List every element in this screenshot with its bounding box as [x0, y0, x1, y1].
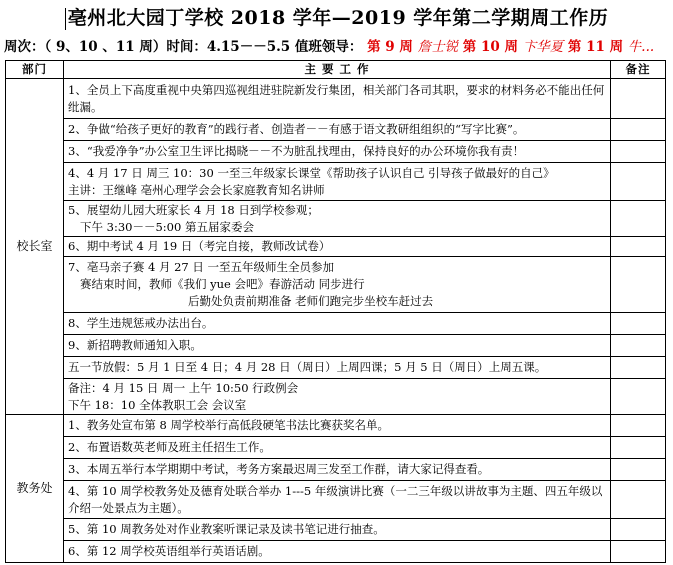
duty-leader-week-10: 卞华夏	[522, 39, 564, 55]
work-item	[64, 257, 611, 313]
text-cursor	[65, 8, 66, 30]
work-item	[64, 541, 611, 563]
note-cell	[611, 335, 666, 357]
note-cell	[611, 201, 666, 237]
note-cell	[611, 257, 666, 313]
table-row	[6, 141, 666, 163]
table-row	[6, 541, 666, 563]
note-cell	[611, 119, 666, 141]
work-item-text: 6、第 12 周学校英语组举行英语话剧。	[68, 544, 270, 558]
note-cell	[611, 379, 666, 415]
work-item	[64, 163, 611, 201]
work-item	[64, 357, 611, 379]
note-cell	[611, 481, 666, 519]
work-item-text: 备注：4 月 15 日 周一 上午 10:50 行政例会	[68, 380, 299, 395]
weeks-and-time: 周次：（ 9、10 、11 周）时间：4.15－－5.5 值班领导：	[4, 39, 363, 55]
work-item-text: 五一节放假：5 月 1 日至 4 日；4 月 28 日（周日）上周四课；5 月 5 日（周日）上周五课。	[68, 360, 547, 374]
work-item-text: 后勤处负责前期准备 老师们跑完步坐校车赶过去	[188, 294, 434, 308]
table-row	[6, 313, 666, 335]
note-cell	[611, 163, 666, 201]
note-cell	[611, 459, 666, 481]
work-item-text: 1、全员上下高度重视中央第四巡视组进驻院新发行集团，相关部门各司其职，要求的材料务必不能出任何纰漏。	[68, 82, 605, 114]
header-note: 备注	[611, 61, 666, 79]
table-row	[6, 379, 666, 415]
work-item-text: 5、第 10 周教务处对作业教案听课记录及读书笔记进行抽查。	[68, 522, 385, 536]
duty-week-10: 第 10 周	[462, 39, 518, 55]
duty-info-line	[4, 37, 673, 57]
work-item-text: 3、“我爱净争”办公室卫生评比揭晓－－不为脏乱找理由，保持良好的办公环境你我有责！	[68, 144, 525, 158]
duty-leader-week-11: 牛...	[627, 39, 655, 55]
duty-leader-week-9: 詹士锐	[417, 39, 459, 55]
table-row	[6, 79, 666, 119]
work-item	[64, 481, 611, 519]
table-row	[6, 437, 666, 459]
dept-academic-affairs: 教务处	[6, 415, 64, 563]
table-row	[6, 201, 666, 237]
note-cell	[611, 437, 666, 459]
work-item-text: 5、展望幼儿园大班家长 4 月 18 日到学校参观；	[68, 202, 319, 217]
note-cell	[611, 357, 666, 379]
work-item-text: 4、第 10 周学校教务处及德育处联合举办 1---5 年级演讲比赛（一二三年级以讲故事为主题、四五年级以介绍一处景点为主题）。	[68, 483, 603, 515]
work-item-text: 下午 18：10 全体教职工会 会议室	[68, 397, 247, 412]
table-header-row	[6, 61, 666, 79]
work-item-text: 赛结束时间，教师《我们 yue 会吧》春游活动 同步进行	[80, 277, 365, 291]
work-item	[64, 201, 611, 237]
work-item-text: 8、学生违规惩戒办法出台。	[68, 316, 214, 330]
table-row	[6, 163, 666, 201]
note-cell	[611, 79, 666, 119]
table-row	[6, 257, 666, 313]
work-item-text: 2、布置语数英老师及班主任招生工作。	[68, 440, 271, 454]
work-item	[64, 415, 611, 437]
work-item	[64, 459, 611, 481]
table-row	[6, 519, 666, 541]
work-item-text: 7、亳马亲子赛 4 月 27 日 一至五年级师生全员参加	[68, 260, 335, 274]
work-item	[64, 437, 611, 459]
work-schedule-table	[5, 60, 666, 563]
note-cell	[611, 415, 666, 437]
work-item	[64, 141, 611, 163]
work-item-text: 4、4 月 17 日 周三 10：30 一至三年级家长课堂《帮助孩子认识自己 引导孩子做最好的自己》	[68, 165, 555, 180]
duty-week-11: 第 11 周	[567, 39, 624, 55]
table-row	[6, 335, 666, 357]
page-title-text: 亳州北大园丁学校 2018 学年—2019 学年第二学期周工作历	[67, 7, 609, 29]
table-row	[6, 481, 666, 519]
work-item-text: 6、期中考试 4 月 19 日（考完自接，教师改试卷）	[68, 239, 331, 253]
work-item	[64, 79, 611, 119]
work-item	[64, 379, 611, 415]
duty-week-9: 第 9 周	[367, 39, 413, 55]
work-item	[64, 237, 611, 257]
note-cell	[611, 237, 666, 257]
work-item-text: 1、教务处宣布第 8 周学校举行高低段硬笔书法比赛获奖名单。	[68, 418, 389, 432]
page-title	[0, 2, 673, 34]
table-row	[6, 459, 666, 481]
table-row	[6, 119, 666, 141]
work-item-text: 2、争做“给孩子更好的教育”的践行者、创造者－－有感于语文教研组组织的“写字比赛”。	[68, 122, 525, 136]
work-item	[64, 313, 611, 335]
header-dept: 部门	[6, 61, 64, 79]
note-cell	[611, 541, 666, 563]
work-item-text: 主讲：王继峰 亳州心理学会会长家庭教育知名讲师	[68, 182, 325, 197]
table-row	[6, 237, 666, 257]
note-cell	[611, 141, 666, 163]
note-cell	[611, 519, 666, 541]
work-item-text: 3、本周五举行本学期期中考试，考务方案最迟周三发至工作群，请大家记得查看。	[68, 462, 490, 476]
note-cell	[611, 313, 666, 335]
work-item	[64, 119, 611, 141]
dept-principal-office: 校长室	[6, 79, 64, 415]
work-item	[64, 335, 611, 357]
header-main-work: 主 要 工 作	[64, 61, 611, 79]
table-row	[6, 357, 666, 379]
work-item-text: 下午 3:30－－5:00 第五届家委会	[80, 219, 254, 234]
work-item-text: 9、新招聘教师通知入职。	[68, 338, 202, 352]
table-row	[6, 415, 666, 437]
work-item	[64, 519, 611, 541]
